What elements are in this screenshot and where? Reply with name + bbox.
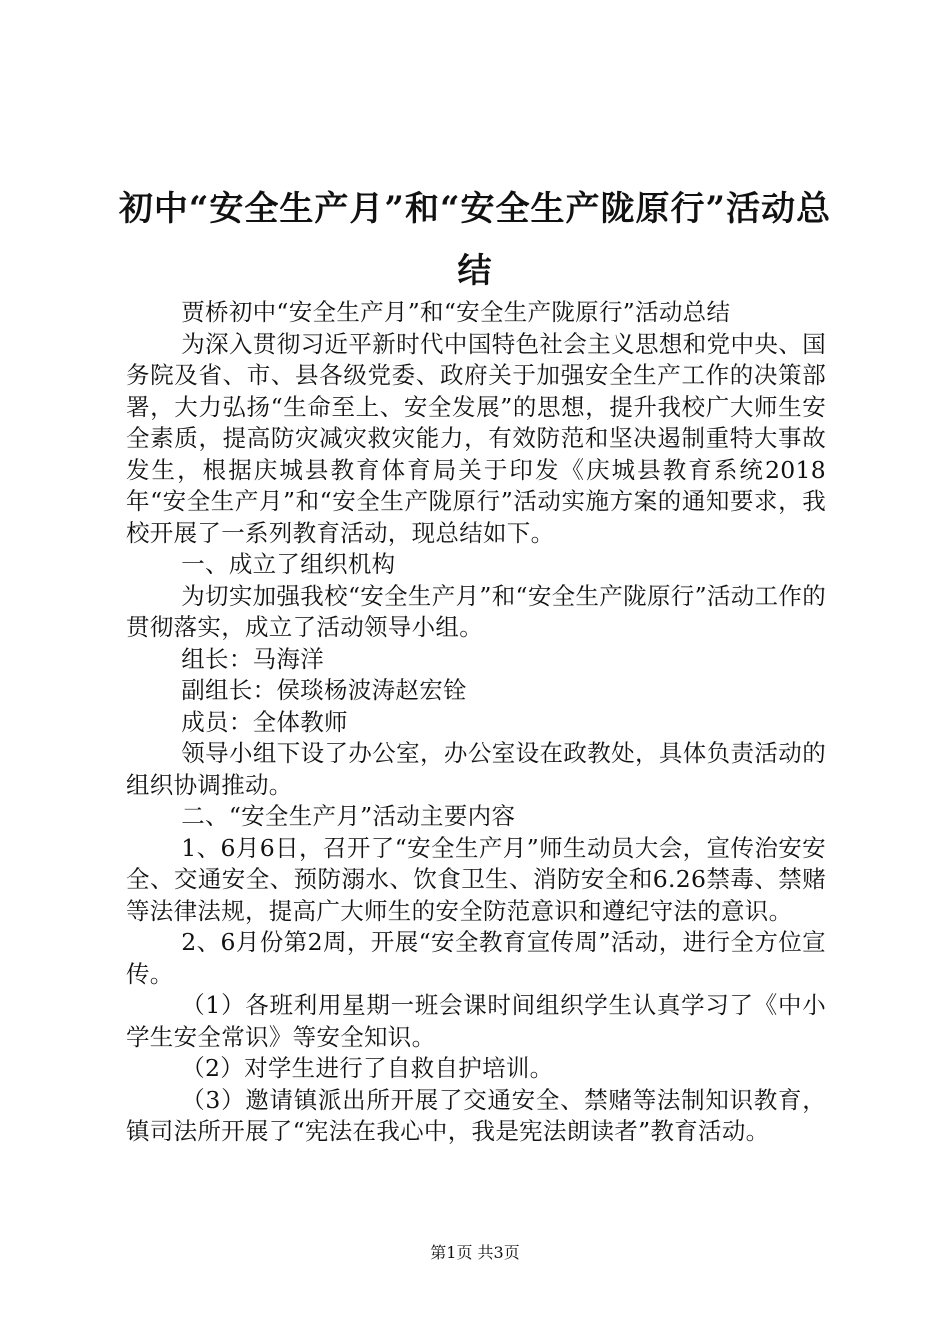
paragraph-leader: 组长：马海洋 <box>181 644 325 673</box>
paragraph-subitem-1: （1）各班利用星期一班会课时间组织学生认真学习了《中小学生安全常识》等安全知识。 <box>126 991 826 1051</box>
paragraph-subitem-2: （2）对学生进行了自救自护培训。 <box>181 1054 554 1082</box>
paragraph-intro: 为深入贯彻习近平新时代中国特色社会主义思想和党中央、国务院及省、市、县各级党委、政府关于加强安全生产工作的决策部署，大力弘扬“生命至上、安全发展”的思想，提升我校广大师生安全素质，提高防灾减灾救灾能力，有效防范和坚决遏制重特大事故发生，根据庆城县教育体育局关于印发《庆城县教育系统2018年“安全生产月”和“安全生产陇原行”活动实施方案的通知要求，我校开展了一系列教育活动，现总结如下。 <box>126 329 826 547</box>
paragraph-deputy-leaders: 副组长：侯琰杨波涛赵宏铨 <box>181 676 467 704</box>
section-heading-2: 二、“安全生产月”活动主要内容 <box>181 802 516 830</box>
section-heading-1: 一、成立了组织机构 <box>181 550 396 578</box>
page-footer: 第1页 共3页 <box>430 1243 520 1262</box>
document-title: 初中“安全生产月”和“安全生产陇原行”活动总结 <box>118 189 832 291</box>
paragraph-members: 成员：全体教师 <box>181 707 348 736</box>
paragraph-subitem-3: （3）邀请镇派出所开展了交通安全、禁赌等法制知识教育，镇司法所开展了“宪法在我心中，我是宪法朗读者”教育活动。 <box>126 1085 826 1145</box>
paragraph-organization: 为切实加强我校“安全生产月”和“安全生产陇原行”活动工作的贯彻落实，成立了活动领导小组。 <box>126 581 826 641</box>
paragraph-item-1: 1、6月6日，召开了“安全生产月”师生动员大会，宣传治安安全、交通安全、预防溺水、饮食卫生、消防安全和6.26禁毒、禁赌等法律法规，提高广大师生的安全防范意识和遵纪守法的意识。 <box>126 833 826 925</box>
paragraph-office: 领导小组下设了办公室，办公室设在政教处，具体负责活动的组织协调推动。 <box>126 739 826 799</box>
paragraph-item-2: 2、6月份第2周，开展“安全教育宣传周”活动，进行全方位宣传。 <box>126 928 826 988</box>
paragraph-subtitle: 贾桥初中“安全生产月”和“安全生产陇原行”活动总结 <box>181 298 731 326</box>
document-body <box>126 297 826 1148</box>
